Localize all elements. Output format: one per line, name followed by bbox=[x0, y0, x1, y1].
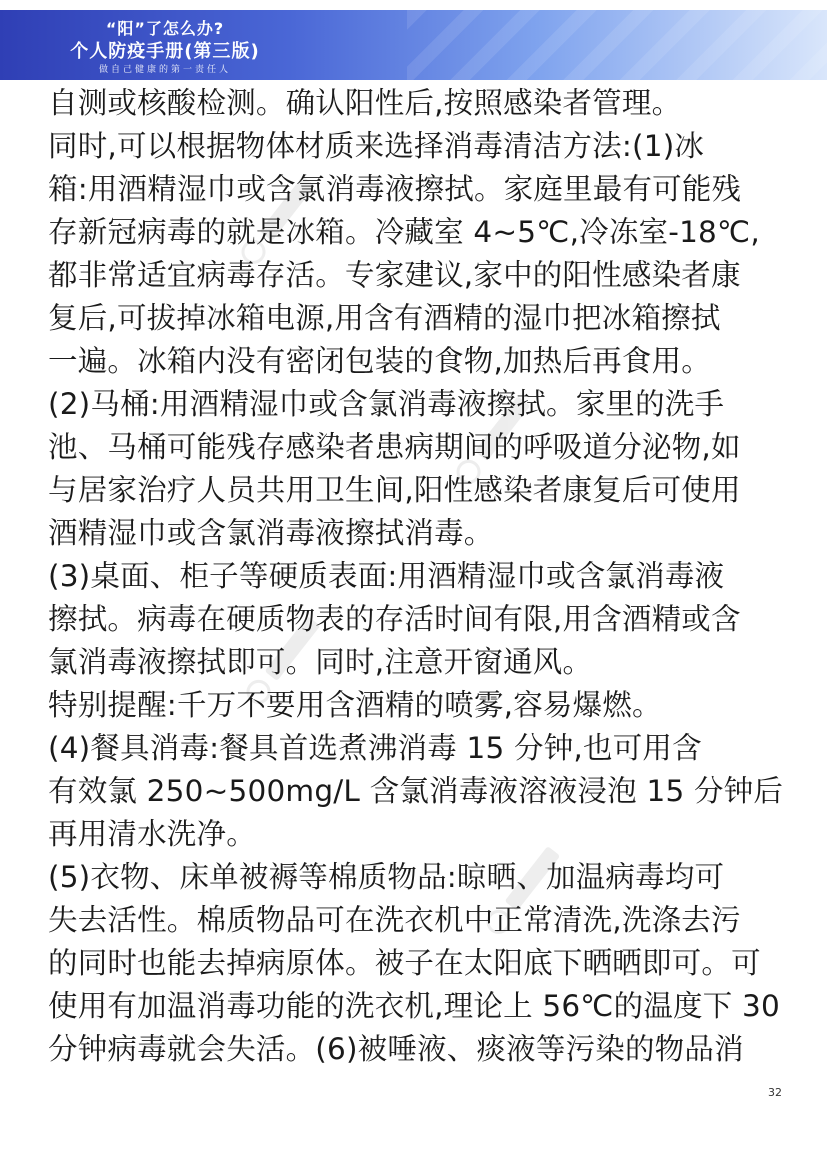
text-line: 特别提醒:千万不要用含酒精的喷雾,容易爆燃。 bbox=[48, 688, 662, 722]
banner-decoration bbox=[407, 10, 827, 80]
text-line: 存新冠病毒的就是冰箱。冷藏室 4~5℃,冷冻室-18℃, bbox=[48, 215, 760, 249]
text-line: 再用清水洗净。 bbox=[48, 817, 256, 851]
text-line: 使用有加温消毒功能的洗衣机,理论上 56℃的温度下 30 bbox=[48, 989, 780, 1023]
text-line: 有效氯 250~500mg/L 含氯消毒液溶液浸泡 15 分钟后 bbox=[48, 774, 784, 808]
banner-title-top: “阳”了怎么办? bbox=[105, 19, 225, 38]
text-line: (2)马桶:用酒精湿巾或含氯消毒液擦拭。家里的洗手 bbox=[48, 387, 725, 421]
text-line: (5)衣物、床单被褥等棉质物品:晾晒、加温病毒均可 bbox=[48, 860, 725, 894]
text-line: 与居家治疗人员共用卫生间,阳性感染者康复后可使用 bbox=[48, 473, 741, 507]
body-text bbox=[48, 82, 788, 1071]
text-line: 氯消毒液擦拭即可。同时,注意开窗通风。 bbox=[48, 645, 593, 679]
text-line: 失去活性。棉质物品可在洗衣机中正常清洗,洗涤去污 bbox=[48, 903, 741, 937]
page-number: 32 bbox=[768, 1086, 782, 1099]
text-line: 自测或核酸检测。确认阳性后,按照感染者管理。 bbox=[48, 86, 682, 120]
banner-subtitle: 做自己健康的第一责任人 bbox=[98, 65, 231, 75]
banner-title-main: 个人防疫手册(第三版) bbox=[70, 41, 260, 62]
text-line: 分钟病毒就会失活。(6)被唾液、痰液等污染的物品消 bbox=[48, 1032, 744, 1066]
text-line: 的同时也能去掉病原体。被子在太阳底下晒晒即可。可 bbox=[48, 946, 761, 980]
header-banner bbox=[0, 10, 827, 80]
text-line: (3)桌面、柜子等硬质表面:用酒精湿巾或含氯消毒液 bbox=[48, 559, 725, 593]
text-line: 擦拭。病毒在硬质物表的存活时间有限,用含酒精或含 bbox=[48, 602, 741, 636]
text-line: 一遍。冰箱内没有密闭包装的食物,加热后再食用。 bbox=[48, 344, 711, 378]
text-line: (4)餐具消毒:餐具首选煮沸消毒 15 分钟,也可用含 bbox=[48, 731, 702, 765]
text-line: 池、马桶可能残存感染者患病期间的呼吸道分泌物,如 bbox=[48, 430, 741, 464]
text-line: 箱:用酒精湿巾或含氯消毒液擦拭。家庭里最有可能残 bbox=[48, 172, 742, 206]
text-line: 酒精湿巾或含氯消毒液擦拭消毒。 bbox=[48, 516, 494, 550]
text-line: 都非常适宜病毒存活。专家建议,家中的阳性感染者康 bbox=[48, 258, 741, 292]
banner-title-block bbox=[0, 10, 330, 80]
text-line: 同时,可以根据物体材质来选择消毒清洁方法:(1)冰 bbox=[48, 129, 705, 163]
text-line: 复后,可拔掉冰箱电源,用含有酒精的湿巾把冰箱擦拭 bbox=[48, 301, 721, 335]
